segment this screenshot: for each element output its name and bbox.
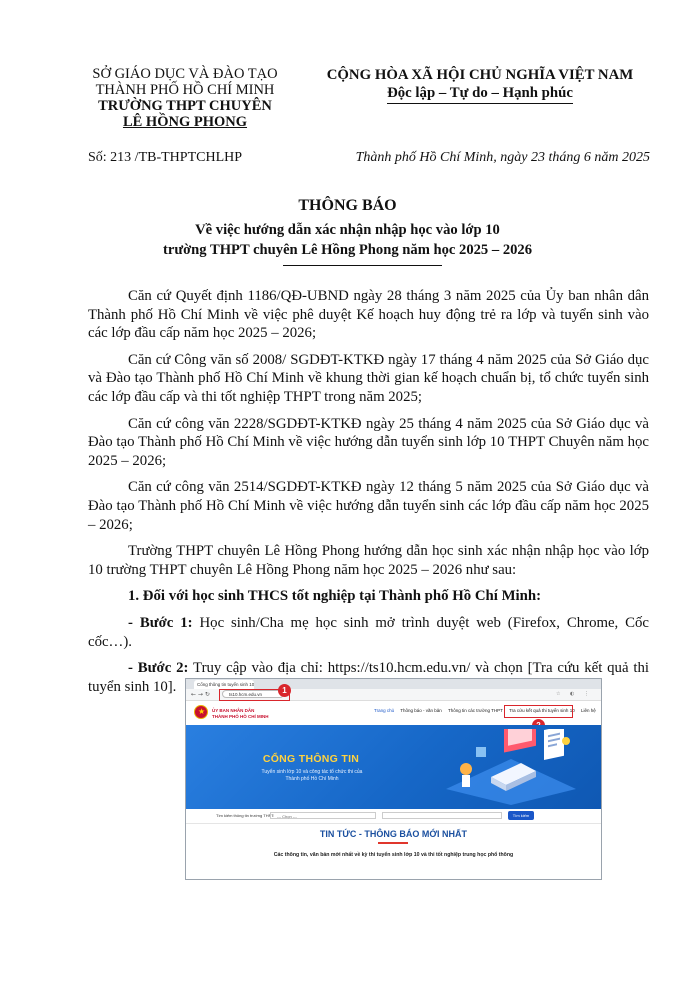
section-1-heading: 1. Đối với học sinh THCS tốt nghiệp tại Thành phố Hồ Chí Minh: xyxy=(128,588,542,605)
subject-line-1: Về việc hướng dẫn xác nhận nhập học vào lớp 10 xyxy=(195,222,500,238)
site-org xyxy=(212,708,269,719)
authority-line-1: SỞ GIÁO DỤC VÀ ĐÀO TẠO xyxy=(92,66,278,82)
document-date: Thành phố Hồ Chí Minh, ngày 23 tháng 6 năm 2025 xyxy=(355,150,650,165)
document-title: THÔNG BÁO xyxy=(298,197,397,214)
document-body xyxy=(88,287,649,704)
authority-line-2: THÀNH PHỐ HỒ CHÍ MINH xyxy=(95,82,275,98)
school-name-line-1: TRƯỜNG THPT CHUYÊN xyxy=(98,98,272,114)
news-heading: TIN TỨC - THÔNG BÁO MỚI NHẤT xyxy=(319,829,468,839)
menu-results-lookup: Tra cứu kết quả thi tuyển sinh 10 xyxy=(509,708,575,713)
nav-arrows-icon: ← → ↻ xyxy=(191,691,210,698)
org-line-2: THÀNH PHỐ HỒ CHÍ MINH xyxy=(212,713,269,719)
subject-line-2: trường THPT chuyên Lê Hồng Phong năm học 2025 – 2026 xyxy=(162,242,533,258)
search-button: Tìm kiếm xyxy=(508,811,534,820)
browser-tab: Cổng thông tin tuyển sinh 10 xyxy=(194,680,254,689)
news-subtitle: Các thông tin, văn bản mới nhất về kỳ thi tuyển sinh lớp 10 và thi tốt nghiệp trung học phổ thông xyxy=(273,852,514,858)
news-divider xyxy=(378,842,408,844)
banner-subtitle-line-1: Tuyển sinh lớp 10 và công tác tổ chức thi của xyxy=(261,769,363,775)
isometric-illustration-icon xyxy=(436,729,586,807)
step-1-label: - Bước 1: xyxy=(128,614,193,631)
embedded-website-screenshot xyxy=(185,678,602,880)
step-1-text: Học sinh/Cha mẹ học sinh mở trình duyệt web (Firefox, Chrome, Cốc cốc…). xyxy=(88,614,649,650)
search-bar xyxy=(186,809,601,824)
search-label: Tìm kiếm thông tin trường THPT: xyxy=(216,813,275,818)
subject-divider xyxy=(283,265,442,266)
paragraph-legal-basis-4: Căn cứ công văn 2514/SGDĐT-KTKĐ ngày 12 tháng 5 năm 2025 của Sở Giáo dục và Đào tạo Thành phố Hồ Chí Minh về việc hướng dẫn tuyển sinh các lớp đầu cấp năm học 2025 – 2026; xyxy=(88,479,649,533)
search-input xyxy=(382,812,502,819)
banner-title: CỔNG THÔNG TIN xyxy=(262,753,360,765)
school-name-line-2: LÊ HỒNG PHONG xyxy=(122,114,248,130)
step-2-text: Truy cập vào địa chỉ: https://ts10.hcm.edu.vn/ và chọn [Tra cứu kết quả thi tuyển sinh 10]. xyxy=(88,660,649,695)
national-title: CỘNG HÒA XÃ HỘI CHỦ NGHĨA VIỆT NAM xyxy=(326,67,634,83)
national-header xyxy=(300,66,660,104)
menu-announcements: Thông báo - văn bản xyxy=(400,708,442,713)
national-motto: Độc lập – Tự do – Hạnh phúc xyxy=(387,84,573,104)
issuing-authority xyxy=(70,66,300,130)
paragraph-intro: Trường THPT chuyên Lê Hồng Phong hướng dẫn học sinh xác nhận nhập học vào lớp 10 trường THPT chuyên Lê Hồng Phong năm học 2025 – 2026 như sau: xyxy=(88,543,649,578)
menu-home: Trang chủ xyxy=(374,708,395,713)
document-number: Số: 213 /TB-THPTCHLHP xyxy=(88,150,243,165)
paragraph-legal-basis-2: Căn cứ Công văn số 2008/ SGDĐT-KTKĐ ngày 17 tháng 4 năm 2025 của Sở Giáo dục và Đào tạo Thành phố Hồ Chí Minh về khung thời gian kế hoạch chuẩn bị, tổ chức tuyển sinh các lớp đầu cấp và thi tốt nghiệp THPT trong năm 2025; xyxy=(88,351,649,405)
document-subject xyxy=(0,220,695,260)
search-select: --- Chọn --- xyxy=(270,812,376,819)
emblem-icon: ★ xyxy=(194,705,208,719)
banner-subtitle-line-2: Thành phố Hồ Chí Minh xyxy=(285,775,339,782)
paragraph-legal-basis-3: Căn cứ công văn 2228/SGDĐT-KTKĐ ngày 25 tháng 4 năm 2025 của Sở Giáo dục và Đào tạo Thành phố Hồ Chí Minh về việc hướng dẫn tuyển sinh lớp 10 THPT Chuyên năm học 2025 – 2026; xyxy=(88,415,649,469)
browser-toolbar-icons: ☆ ◐ ⋮ xyxy=(555,691,593,697)
menu-contact: Liên hệ xyxy=(580,708,596,713)
menu-schools: Thông tin các trường THPT xyxy=(447,708,503,713)
step-1 xyxy=(88,614,649,651)
banner-subtitle xyxy=(242,769,382,782)
org-line-1: ỦY BAN NHÂN DÂN xyxy=(212,708,255,713)
paragraph-legal-basis-1: Căn cứ Quyết định 1186/QĐ-UBND ngày 28 tháng 3 năm 2025 của Ủy ban nhân dân Thành phố Hồ Chí Minh về việc phê duyệt Kế hoạch huy động trẻ ra lớp và tuyển sinh vào các lớp đầu cấp năm học 2025 – 2026; xyxy=(88,288,649,342)
site-banner xyxy=(186,725,601,809)
browser-tab-bar xyxy=(186,679,601,689)
callout-badge-1: 1 xyxy=(278,684,291,697)
menu-highlight-box xyxy=(504,705,573,718)
url-field: ts10.hcm.edu.vn xyxy=(222,690,284,698)
step-2-label: - Bước 2: xyxy=(128,660,189,677)
